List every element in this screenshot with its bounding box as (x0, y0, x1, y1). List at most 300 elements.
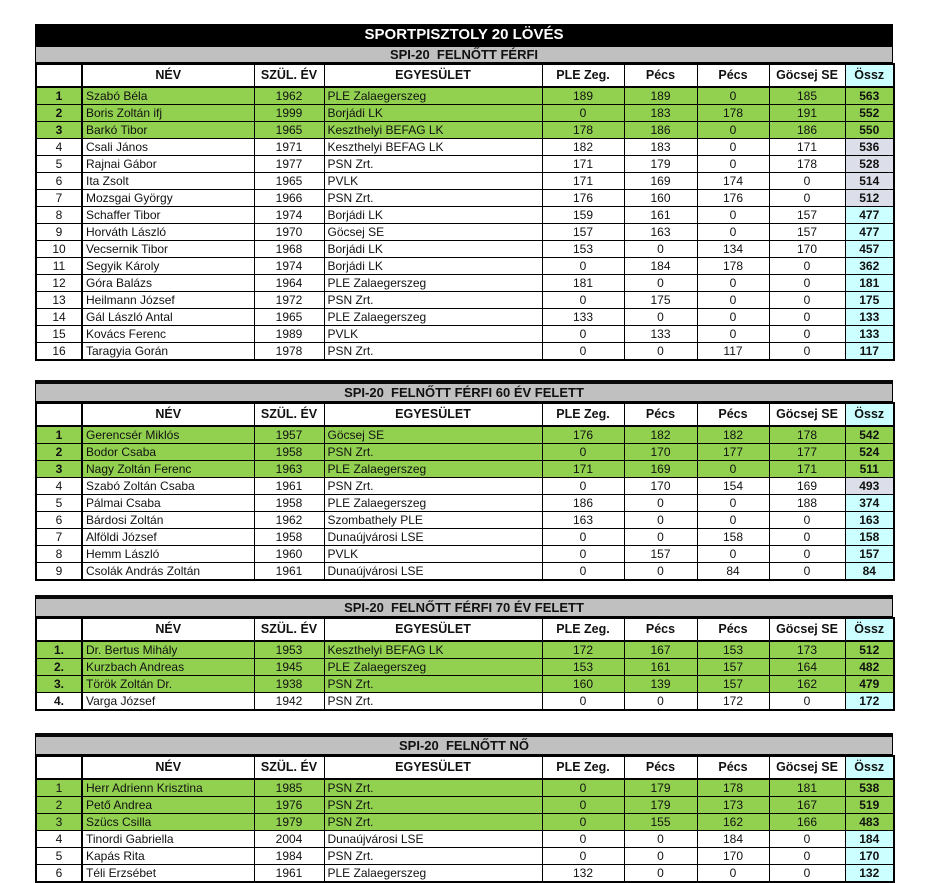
score-pecs-2-cell: 117 (697, 343, 769, 361)
total-cell: 514 (845, 173, 894, 190)
score-gocsej-se-cell: 0 (769, 546, 845, 563)
rank-cell: 3 (36, 122, 82, 139)
score-pecs-1-cell: 179 (624, 156, 697, 173)
score-pecs-2-cell: 153 (697, 641, 769, 659)
score-pecs-2-cell: 178 (697, 779, 769, 797)
rank-cell: 2 (36, 444, 82, 461)
club-cell: Göcsej SE (324, 224, 542, 241)
score-gocsej-se-cell: 0 (769, 563, 845, 581)
rank-cell: 2 (36, 105, 82, 122)
score-gocsej-se-cell: 157 (769, 224, 845, 241)
club-cell: PLE Zalaegerszeg (324, 865, 542, 883)
rank-cell: 13 (36, 292, 82, 309)
birth-year-cell: 1984 (254, 848, 324, 865)
total-cell: 512 (845, 641, 894, 659)
total-cell: 84 (845, 563, 894, 581)
name-cell: Boris Zoltán ifj (82, 105, 254, 122)
name-cell: Szabó Zoltán Csaba (82, 478, 254, 495)
rank-cell: 9 (36, 224, 82, 241)
score-pecs-1-cell: 155 (624, 814, 697, 831)
rank-cell: 5 (36, 156, 82, 173)
total-cell: 482 (845, 659, 894, 676)
table-row (36, 495, 894, 512)
name-cell: Téli Erzsébet (82, 865, 254, 883)
table-row (36, 173, 894, 190)
score-pecs-2-cell: 184 (697, 831, 769, 848)
score-pecs-1-cell: 175 (624, 292, 697, 309)
table-row (36, 224, 894, 241)
score-gocsej-se-cell: 162 (769, 676, 845, 693)
score-pecs-2-cell: 154 (697, 478, 769, 495)
section-title: SPI-20 FELNŐTT FÉRFI 60 ÉV FELETT (35, 380, 893, 402)
total-cell: 117 (845, 343, 894, 361)
total-cell: 172 (845, 693, 894, 711)
birth-year-cell: 1963 (254, 461, 324, 478)
score-ple-zeg-cell: 0 (542, 693, 624, 711)
name-cell: Török Zoltán Dr. (82, 676, 254, 693)
score-pecs-2-cell: 157 (697, 659, 769, 676)
rank-cell: 1. (36, 641, 82, 659)
header-row (36, 618, 894, 641)
score-ple-zeg-cell: 186 (542, 495, 624, 512)
total-cell: 538 (845, 779, 894, 797)
column-header-ple-zeg: PLE Zeg. (542, 64, 624, 87)
score-gocsej-se-cell: 0 (769, 258, 845, 275)
club-cell: Keszthelyi BEFAG LK (324, 641, 542, 659)
birth-year-cell: 2004 (254, 831, 324, 848)
club-cell: PSN Zrt. (324, 779, 542, 797)
score-pecs-1-cell: 170 (624, 444, 697, 461)
table-body (36, 641, 894, 710)
rank-cell: 9 (36, 563, 82, 581)
club-cell: PLE Zalaegerszeg (324, 659, 542, 676)
column-header-ple-zeg: PLE Zeg. (542, 403, 624, 426)
score-gocsej-se-cell: 170 (769, 241, 845, 258)
score-pecs-1-cell: 0 (624, 848, 697, 865)
name-cell: Gál László Antal (82, 309, 254, 326)
club-cell: PVLK (324, 326, 542, 343)
score-ple-zeg-cell: 132 (542, 865, 624, 883)
birth-year-cell: 1978 (254, 343, 324, 361)
score-pecs-2-cell: 0 (697, 122, 769, 139)
birth-year-cell: 1976 (254, 797, 324, 814)
total-cell: 552 (845, 105, 894, 122)
table-row (36, 848, 894, 865)
birth-year-cell: 1961 (254, 865, 324, 883)
column-header-name: NÉV (82, 64, 254, 87)
total-cell: 512 (845, 190, 894, 207)
name-cell: Vecsernik Tibor (82, 241, 254, 258)
score-pecs-2-cell: 178 (697, 258, 769, 275)
club-cell: Keszthelyi BEFAG LK (324, 139, 542, 156)
score-gocsej-se-cell: 178 (769, 156, 845, 173)
score-ple-zeg-cell: 0 (542, 831, 624, 848)
score-ple-zeg-cell: 0 (542, 797, 624, 814)
column-header-total: Össz (845, 403, 894, 426)
rank-cell: 1 (36, 779, 82, 797)
score-gocsej-se-cell: 0 (769, 292, 845, 309)
club-cell: PSN Zrt. (324, 848, 542, 865)
club-cell: PSN Zrt. (324, 478, 542, 495)
results-table-section (35, 380, 893, 581)
total-cell: 170 (845, 848, 894, 865)
score-gocsej-se-cell: 0 (769, 848, 845, 865)
birth-year-cell: 1979 (254, 814, 324, 831)
score-pecs-1-cell: 0 (624, 495, 697, 512)
score-pecs-2-cell: 176 (697, 190, 769, 207)
birth-year-cell: 1966 (254, 190, 324, 207)
score-ple-zeg-cell: 153 (542, 659, 624, 676)
score-pecs-1-cell: 163 (624, 224, 697, 241)
table-row (36, 461, 894, 478)
score-ple-zeg-cell: 153 (542, 241, 624, 258)
score-pecs-1-cell: 179 (624, 779, 697, 797)
column-header-club: EGYESÜLET (324, 64, 542, 87)
name-cell: Kapás Rita (82, 848, 254, 865)
rank-cell: 2 (36, 797, 82, 814)
rank-cell: 2. (36, 659, 82, 676)
column-header-rank (36, 403, 82, 426)
score-pecs-2-cell: 0 (697, 156, 769, 173)
column-header-birth-year: SZÜL. ÉV (254, 756, 324, 779)
column-header-name: NÉV (82, 403, 254, 426)
score-pecs-1-cell: 0 (624, 693, 697, 711)
total-cell: 181 (845, 275, 894, 292)
table-row (36, 426, 894, 444)
table-row (36, 546, 894, 563)
birth-year-cell: 1965 (254, 173, 324, 190)
score-ple-zeg-cell: 0 (542, 779, 624, 797)
table-row (36, 207, 894, 224)
score-pecs-2-cell: 0 (697, 865, 769, 883)
total-cell: 477 (845, 207, 894, 224)
total-cell: 163 (845, 512, 894, 529)
score-pecs-2-cell: 0 (697, 292, 769, 309)
score-pecs-1-cell: 0 (624, 309, 697, 326)
score-pecs-1-cell: 160 (624, 190, 697, 207)
score-pecs-1-cell: 0 (624, 865, 697, 883)
table-row (36, 797, 894, 814)
name-cell: Pálmai Csaba (82, 495, 254, 512)
score-gocsej-se-cell: 164 (769, 659, 845, 676)
score-ple-zeg-cell: 0 (542, 546, 624, 563)
score-ple-zeg-cell: 171 (542, 173, 624, 190)
name-cell: Ita Zsolt (82, 173, 254, 190)
score-pecs-1-cell: 183 (624, 139, 697, 156)
club-cell: Borjádi LK (324, 207, 542, 224)
score-ple-zeg-cell: 0 (542, 478, 624, 495)
section-title: SPI-20 FELNŐTT FÉRFI (35, 46, 893, 63)
table-row (36, 105, 894, 122)
results-table (35, 63, 895, 361)
results-table-section (35, 733, 893, 883)
column-header-name: NÉV (82, 618, 254, 641)
score-gocsej-se-cell: 169 (769, 478, 845, 495)
total-cell: 519 (845, 797, 894, 814)
score-pecs-1-cell: 167 (624, 641, 697, 659)
total-cell: 550 (845, 122, 894, 139)
score-ple-zeg-cell: 182 (542, 139, 624, 156)
score-ple-zeg-cell: 0 (542, 848, 624, 865)
header-row (36, 756, 894, 779)
rank-cell: 11 (36, 258, 82, 275)
table-body (36, 87, 894, 360)
header-row (36, 64, 894, 87)
birth-year-cell: 1977 (254, 156, 324, 173)
club-cell: PSN Zrt. (324, 444, 542, 461)
score-pecs-2-cell: 158 (697, 529, 769, 546)
score-pecs-1-cell: 182 (624, 426, 697, 444)
column-header-rank (36, 756, 82, 779)
score-pecs-2-cell: 172 (697, 693, 769, 711)
birth-year-cell: 1958 (254, 529, 324, 546)
table-row (36, 814, 894, 831)
score-pecs-2-cell: 0 (697, 461, 769, 478)
club-cell: PSN Zrt. (324, 190, 542, 207)
table-row (36, 139, 894, 156)
club-cell: Szombathely PLE (324, 512, 542, 529)
score-gocsej-se-cell: 181 (769, 779, 845, 797)
score-pecs-1-cell: 189 (624, 87, 697, 105)
column-header-total: Össz (845, 618, 894, 641)
section-title: SPI-20 FELNŐTT NŐ (35, 733, 893, 755)
rank-cell: 5 (36, 848, 82, 865)
birth-year-cell: 1968 (254, 241, 324, 258)
score-pecs-2-cell: 0 (697, 326, 769, 343)
total-cell: 158 (845, 529, 894, 546)
score-gocsej-se-cell: 0 (769, 326, 845, 343)
score-pecs-2-cell: 173 (697, 797, 769, 814)
column-header-club: EGYESÜLET (324, 756, 542, 779)
total-cell: 157 (845, 546, 894, 563)
name-cell: Rajnai Gábor (82, 156, 254, 173)
score-ple-zeg-cell: 0 (542, 292, 624, 309)
name-cell: Szücs Csilla (82, 814, 254, 831)
table-body (36, 779, 894, 882)
birth-year-cell: 1974 (254, 207, 324, 224)
name-cell: Alföldi József (82, 529, 254, 546)
total-cell: 374 (845, 495, 894, 512)
score-ple-zeg-cell: 163 (542, 512, 624, 529)
score-pecs-1-cell: 0 (624, 275, 697, 292)
name-cell: Taragyia Gorán (82, 343, 254, 361)
score-pecs-1-cell: 179 (624, 797, 697, 814)
score-pecs-1-cell: 133 (624, 326, 697, 343)
rank-cell: 3 (36, 461, 82, 478)
score-pecs-1-cell: 186 (624, 122, 697, 139)
score-pecs-1-cell: 183 (624, 105, 697, 122)
rank-cell: 8 (36, 207, 82, 224)
score-ple-zeg-cell: 176 (542, 426, 624, 444)
name-cell: Szabó Béla (82, 87, 254, 105)
header-row (36, 403, 894, 426)
club-cell: PLE Zalaegerszeg (324, 461, 542, 478)
total-cell: 511 (845, 461, 894, 478)
birth-year-cell: 1957 (254, 426, 324, 444)
score-gocsej-se-cell: 0 (769, 190, 845, 207)
name-cell: Kurzbach Andreas (82, 659, 254, 676)
table-row (36, 309, 894, 326)
score-pecs-2-cell: 0 (697, 512, 769, 529)
birth-year-cell: 1960 (254, 546, 324, 563)
score-gocsej-se-cell: 167 (769, 797, 845, 814)
birth-year-cell: 1942 (254, 693, 324, 711)
score-pecs-2-cell: 174 (697, 173, 769, 190)
column-header-gocsej-se: Göcsej SE (769, 64, 845, 87)
birth-year-cell: 1958 (254, 444, 324, 461)
birth-year-cell: 1962 (254, 87, 324, 105)
score-ple-zeg-cell: 176 (542, 190, 624, 207)
score-pecs-2-cell: 0 (697, 224, 769, 241)
table-row (36, 122, 894, 139)
score-ple-zeg-cell: 0 (542, 326, 624, 343)
score-pecs-2-cell: 0 (697, 495, 769, 512)
birth-year-cell: 1938 (254, 676, 324, 693)
total-cell: 483 (845, 814, 894, 831)
club-cell: PSN Zrt. (324, 814, 542, 831)
birth-year-cell: 1953 (254, 641, 324, 659)
birth-year-cell: 1964 (254, 275, 324, 292)
score-pecs-2-cell: 177 (697, 444, 769, 461)
column-header-total: Össz (845, 64, 894, 87)
name-cell: Schaffer Tibor (82, 207, 254, 224)
score-pecs-2-cell: 178 (697, 105, 769, 122)
score-ple-zeg-cell: 189 (542, 87, 624, 105)
club-cell: Dunaújvárosi LSE (324, 831, 542, 848)
column-header-club: EGYESÜLET (324, 403, 542, 426)
score-ple-zeg-cell: 0 (542, 814, 624, 831)
score-gocsej-se-cell: 0 (769, 693, 845, 711)
table-row (36, 478, 894, 495)
score-pecs-2-cell: 162 (697, 814, 769, 831)
score-pecs-1-cell: 184 (624, 258, 697, 275)
club-cell: Keszthelyi BEFAG LK (324, 122, 542, 139)
total-cell: 477 (845, 224, 894, 241)
column-header-pecs-1: Pécs (624, 756, 697, 779)
rank-cell: 4 (36, 831, 82, 848)
score-pecs-1-cell: 161 (624, 659, 697, 676)
name-cell: Kovács Ferenc (82, 326, 254, 343)
column-header-ple-zeg: PLE Zeg. (542, 756, 624, 779)
club-cell: PLE Zalaegerszeg (324, 87, 542, 105)
rank-cell: 5 (36, 495, 82, 512)
club-cell: PSN Zrt. (324, 676, 542, 693)
club-cell: Göcsej SE (324, 426, 542, 444)
table-row (36, 779, 894, 797)
total-cell: 457 (845, 241, 894, 258)
score-pecs-1-cell: 139 (624, 676, 697, 693)
birth-year-cell: 1965 (254, 122, 324, 139)
rank-cell: 3 (36, 814, 82, 831)
table-row (36, 275, 894, 292)
column-header-total: Össz (845, 756, 894, 779)
table-row (36, 831, 894, 848)
name-cell: Segyik Károly (82, 258, 254, 275)
score-gocsej-se-cell: 173 (769, 641, 845, 659)
column-header-pecs-2: Pécs (697, 618, 769, 641)
score-pecs-2-cell: 0 (697, 139, 769, 156)
score-pecs-1-cell: 169 (624, 461, 697, 478)
table-row (36, 444, 894, 461)
club-cell: PSN Zrt. (324, 343, 542, 361)
score-pecs-2-cell: 0 (697, 275, 769, 292)
score-pecs-2-cell: 0 (697, 546, 769, 563)
rank-cell: 4 (36, 478, 82, 495)
results-table-section (35, 595, 893, 711)
birth-year-cell: 1985 (254, 779, 324, 797)
birth-year-cell: 1945 (254, 659, 324, 676)
name-cell: Mozsgai György (82, 190, 254, 207)
birth-year-cell: 1970 (254, 224, 324, 241)
score-ple-zeg-cell: 178 (542, 122, 624, 139)
column-header-pecs-2: Pécs (697, 64, 769, 87)
total-cell: 175 (845, 292, 894, 309)
column-header-pecs-2: Pécs (697, 403, 769, 426)
birth-year-cell: 1971 (254, 139, 324, 156)
score-pecs-2-cell: 182 (697, 426, 769, 444)
birth-year-cell: 1961 (254, 478, 324, 495)
name-cell: Pető Andrea (82, 797, 254, 814)
score-gocsej-se-cell: 185 (769, 87, 845, 105)
table-row (36, 87, 894, 105)
column-header-gocsej-se: Göcsej SE (769, 403, 845, 426)
score-gocsej-se-cell: 186 (769, 122, 845, 139)
score-pecs-1-cell: 0 (624, 831, 697, 848)
table-row (36, 292, 894, 309)
score-pecs-1-cell: 161 (624, 207, 697, 224)
total-cell: 563 (845, 87, 894, 105)
column-header-birth-year: SZÜL. ÉV (254, 64, 324, 87)
birth-year-cell: 1962 (254, 512, 324, 529)
table-row (36, 865, 894, 883)
table-row (36, 563, 894, 581)
score-gocsej-se-cell: 178 (769, 426, 845, 444)
score-ple-zeg-cell: 160 (542, 676, 624, 693)
total-cell: 362 (845, 258, 894, 275)
club-cell: Borjádi LK (324, 241, 542, 258)
score-gocsej-se-cell: 0 (769, 865, 845, 883)
birth-year-cell: 1965 (254, 309, 324, 326)
name-cell: Hemm László (82, 546, 254, 563)
score-gocsej-se-cell: 0 (769, 529, 845, 546)
column-header-pecs-1: Pécs (624, 64, 697, 87)
score-gocsej-se-cell: 0 (769, 173, 845, 190)
column-header-ple-zeg: PLE Zeg. (542, 618, 624, 641)
score-ple-zeg-cell: 172 (542, 641, 624, 659)
rank-cell: 3. (36, 676, 82, 693)
table-row (36, 641, 894, 659)
score-ple-zeg-cell: 181 (542, 275, 624, 292)
name-cell: Bodor Csaba (82, 444, 254, 461)
club-cell: Dunaújvárosi LSE (324, 563, 542, 581)
club-cell: PSN Zrt. (324, 693, 542, 711)
section-title: SPI-20 FELNŐTT FÉRFI 70 ÉV FELETT (35, 595, 893, 617)
score-gocsej-se-cell: 0 (769, 309, 845, 326)
score-pecs-1-cell: 0 (624, 512, 697, 529)
table-row (36, 693, 894, 711)
name-cell: Gerencsér Miklós (82, 426, 254, 444)
total-cell: 542 (845, 426, 894, 444)
score-ple-zeg-cell: 0 (542, 444, 624, 461)
birth-year-cell: 1989 (254, 326, 324, 343)
rank-cell: 12 (36, 275, 82, 292)
rank-cell: 4 (36, 139, 82, 156)
score-ple-zeg-cell: 171 (542, 461, 624, 478)
table-row (36, 343, 894, 361)
name-cell: Nagy Zoltán Ferenc (82, 461, 254, 478)
name-cell: Dr. Bertus Mihály (82, 641, 254, 659)
score-pecs-1-cell: 157 (624, 546, 697, 563)
